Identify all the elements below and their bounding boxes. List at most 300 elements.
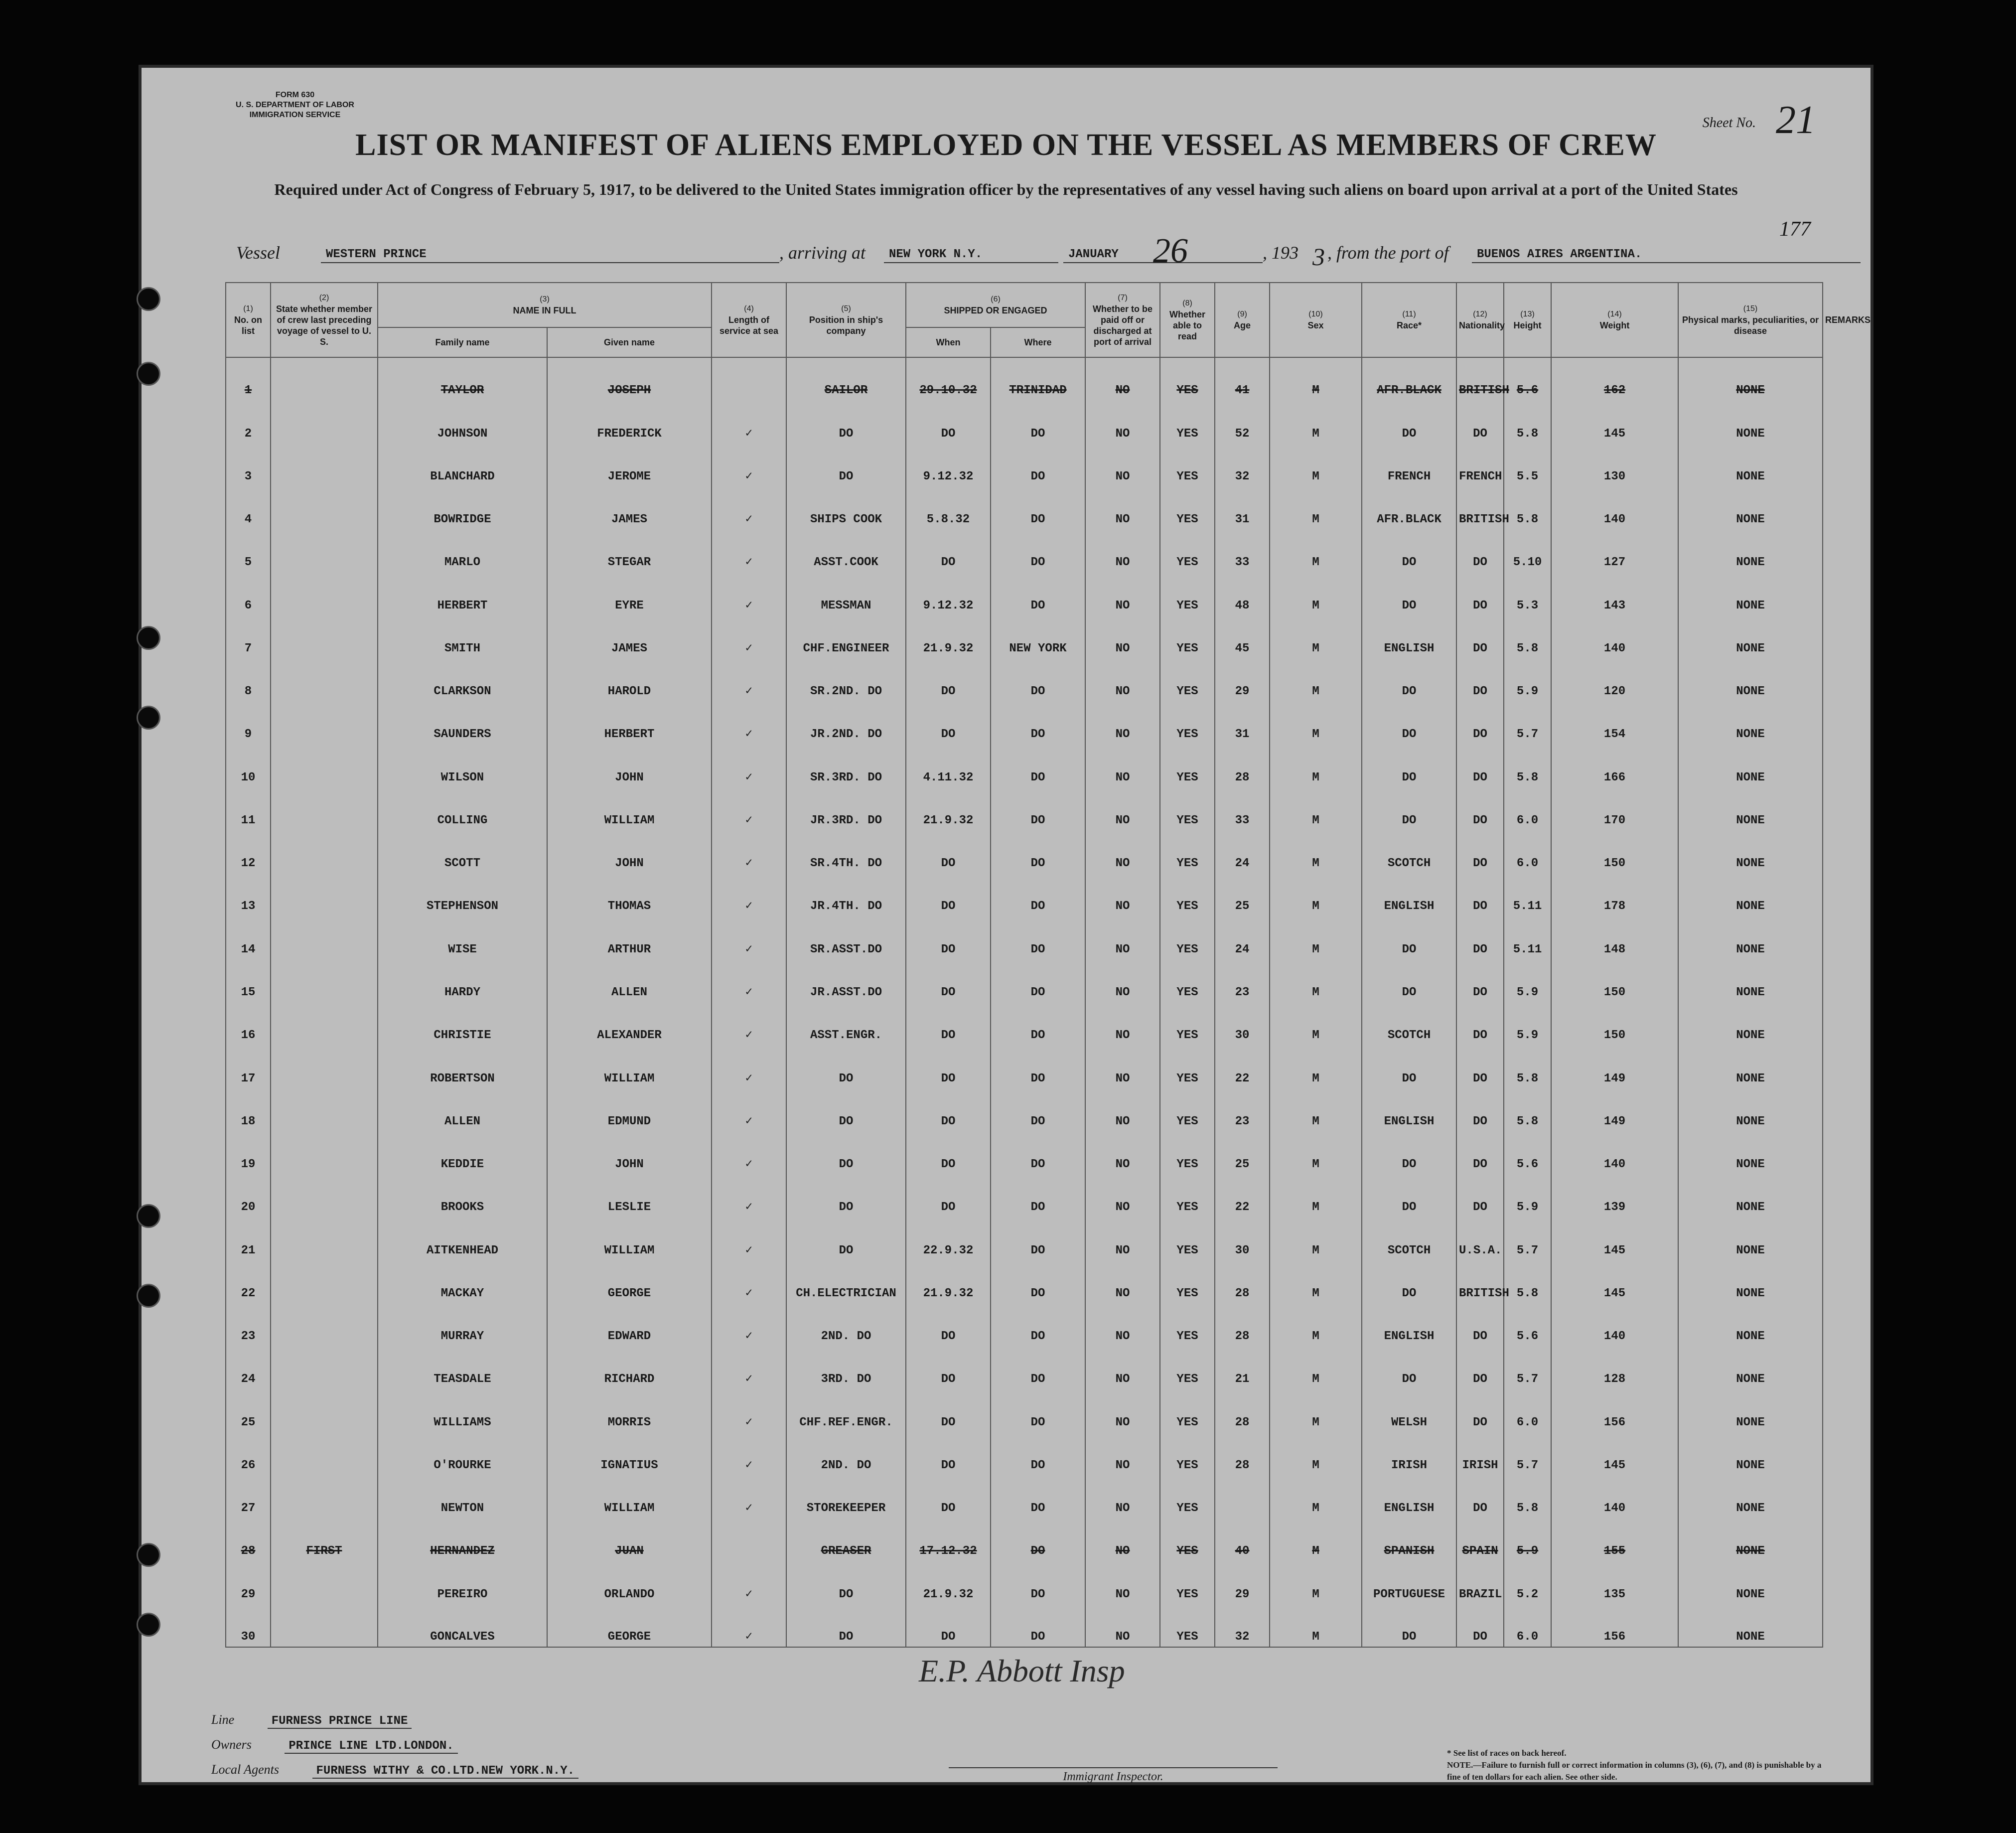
- cell-where: DO: [991, 1217, 1085, 1260]
- cell-previous-voyage: [271, 1217, 378, 1260]
- form-number: FORM 630: [275, 91, 315, 99]
- col-header-given-name: Given name: [547, 327, 712, 357]
- cell-where: DO: [991, 916, 1085, 959]
- cell-nationality: BRAZIL: [1456, 1561, 1504, 1604]
- cell-weight: 145: [1551, 400, 1678, 443]
- department-name: U. S. DEPARTMENT OF LABOR: [236, 101, 354, 109]
- cell-where: DO: [991, 1561, 1085, 1604]
- table-row: [226, 1045, 1823, 1088]
- table-row: [226, 1260, 1823, 1303]
- cell-weight: 150: [1551, 959, 1678, 1002]
- cell-read: YES: [1160, 444, 1215, 486]
- cell-given-name: GEORGE: [547, 1604, 712, 1647]
- cell-position: 2ND. DO: [786, 1303, 906, 1346]
- cell-service-check: ✓: [712, 400, 786, 443]
- cell-nationality: DO: [1456, 1346, 1504, 1389]
- cell-nationality: BRITISH: [1456, 486, 1504, 529]
- cell-family-name: NEWTON: [378, 1475, 547, 1518]
- cell-race: DO: [1362, 1131, 1456, 1174]
- cell-height: 5.9: [1504, 658, 1551, 701]
- cell-sex: M: [1270, 1604, 1362, 1647]
- arrival-port: NEW YORK N.Y.: [884, 248, 1058, 263]
- cell-height: 5.9: [1504, 1002, 1551, 1045]
- cell-service-check: ✓: [712, 701, 786, 744]
- cell-age: 22: [1215, 1045, 1270, 1088]
- cell-when: 9.12.32: [906, 444, 991, 486]
- table-row: [226, 1604, 1823, 1647]
- punch-hole: [137, 287, 160, 311]
- cell-marks: NONE: [1678, 1217, 1823, 1260]
- cell-given-name: ALLEN: [547, 959, 712, 1002]
- cell-family-name: WILSON: [378, 744, 547, 787]
- cell-age: 33: [1215, 529, 1270, 572]
- cell-weight: 155: [1551, 1518, 1678, 1561]
- cell-given-name: THOMAS: [547, 873, 712, 916]
- cell-previous-voyage: [271, 1432, 378, 1475]
- cell-previous-voyage: [271, 1389, 378, 1432]
- col-header-read: (8) Whether able to read: [1160, 283, 1215, 357]
- cell-sex: M: [1270, 529, 1362, 572]
- cell-previous-voyage: [271, 1131, 378, 1174]
- agents-row: [211, 1762, 578, 1778]
- cell-where: DO: [991, 1389, 1085, 1432]
- cell-service-check: [712, 1518, 786, 1561]
- cell-given-name: JUAN: [547, 1518, 712, 1561]
- cell-sex: M: [1270, 444, 1362, 486]
- cell-number: 21: [226, 1217, 271, 1260]
- cell-nationality: DO: [1456, 959, 1504, 1002]
- cell-position: DO: [786, 1131, 906, 1174]
- cell-height: 5.8: [1504, 615, 1551, 658]
- cell-read: YES: [1160, 787, 1215, 830]
- cell-given-name: ARTHUR: [547, 916, 712, 959]
- cell-position: STOREKEEPER: [786, 1475, 906, 1518]
- cell-family-name: CLARKSON: [378, 658, 547, 701]
- col-header-service: (4) Length of service at sea: [712, 283, 786, 357]
- cell-nationality: DO: [1456, 1475, 1504, 1518]
- cell-marks: NONE: [1678, 1045, 1823, 1088]
- col-header-age: (9) Age: [1215, 283, 1270, 357]
- table-row: [226, 1131, 1823, 1174]
- cell-nationality: DO: [1456, 830, 1504, 873]
- cell-race: DO: [1362, 1604, 1456, 1647]
- cell-race: FRENCH: [1362, 444, 1456, 486]
- cell-weight: 139: [1551, 1174, 1678, 1217]
- cell-family-name: BOWRIDGE: [378, 486, 547, 529]
- cell-service-check: ✓: [712, 1260, 786, 1303]
- cell-height: 5.6: [1504, 1303, 1551, 1346]
- cell-weight: 135: [1551, 1561, 1678, 1604]
- cell-read: YES: [1160, 1002, 1215, 1045]
- cell-family-name: GONCALVES: [378, 1604, 547, 1647]
- cell-weight: 150: [1551, 1002, 1678, 1045]
- cell-previous-voyage: [271, 658, 378, 701]
- cell-height: 5.8: [1504, 1260, 1551, 1303]
- cell-previous-voyage: [271, 400, 378, 443]
- cell-when: DO: [906, 1088, 991, 1131]
- cell-position: ASST.ENGR.: [786, 1002, 906, 1045]
- cell-number: 25: [226, 1389, 271, 1432]
- cell-where: DO: [991, 572, 1085, 615]
- cell-age: 28: [1215, 1389, 1270, 1432]
- cell-family-name: WILLIAMS: [378, 1389, 547, 1432]
- cell-family-name: STEPHENSON: [378, 873, 547, 916]
- cell-marks: NONE: [1678, 658, 1823, 701]
- cell-race: PORTUGUESE: [1362, 1561, 1456, 1604]
- cell-weight: 156: [1551, 1604, 1678, 1647]
- cell-age: 28: [1215, 1260, 1270, 1303]
- cell-weight: 140: [1551, 1303, 1678, 1346]
- cell-height: 5.11: [1504, 873, 1551, 916]
- cell-position: DO: [786, 1561, 906, 1604]
- cell-height: 6.0: [1504, 1604, 1551, 1647]
- cell-family-name: MACKAY: [378, 1260, 547, 1303]
- cell-weight: 145: [1551, 1217, 1678, 1260]
- cell-given-name: JAMES: [547, 615, 712, 658]
- cell-where: DO: [991, 873, 1085, 916]
- cell-age: 40: [1215, 1518, 1270, 1561]
- cell-family-name: ALLEN: [378, 1088, 547, 1131]
- cell-previous-voyage: [271, 959, 378, 1002]
- cell-marks: NONE: [1678, 1002, 1823, 1045]
- cell-family-name: HARDY: [378, 959, 547, 1002]
- cell-when: DO: [906, 1389, 991, 1432]
- cell-service-check: ✓: [712, 1131, 786, 1174]
- cell-nationality: U.S.A.: [1456, 1217, 1504, 1260]
- cell-previous-voyage: [271, 916, 378, 959]
- cell-read: YES: [1160, 1260, 1215, 1303]
- cell-paid-off: NO: [1085, 1260, 1160, 1303]
- cell-marks: NONE: [1678, 1518, 1823, 1561]
- cell-service-check: ✓: [712, 615, 786, 658]
- cell-service-check: ✓: [712, 1346, 786, 1389]
- cell-marks: NONE: [1678, 916, 1823, 959]
- cell-number: 15: [226, 959, 271, 1002]
- cell-paid-off: NO: [1085, 916, 1160, 959]
- vessel-line: [236, 232, 1791, 271]
- vessel-name: WESTERN PRINCE: [321, 248, 779, 263]
- cell-when: DO: [906, 701, 991, 744]
- cell-service-check: ✓: [712, 1604, 786, 1647]
- cell-number: 19: [226, 1131, 271, 1174]
- cell-given-name: EDMUND: [547, 1088, 712, 1131]
- cell-number: 9: [226, 701, 271, 744]
- cell-previous-voyage: [271, 744, 378, 787]
- cell-weight: 140: [1551, 615, 1678, 658]
- cell-number: 17: [226, 1045, 271, 1088]
- cell-sex: M: [1270, 1303, 1362, 1346]
- cell-race: DO: [1362, 400, 1456, 443]
- cell-marks: NONE: [1678, 787, 1823, 830]
- col-header-family-name: Family name: [378, 327, 547, 357]
- cell-age: 52: [1215, 400, 1270, 443]
- cell-paid-off: NO: [1085, 357, 1160, 400]
- cell-service-check: ✓: [712, 572, 786, 615]
- cell-paid-off: NO: [1085, 1432, 1160, 1475]
- cell-nationality: SPAIN: [1456, 1518, 1504, 1561]
- cell-height: 6.0: [1504, 830, 1551, 873]
- cell-service-check: ✓: [712, 529, 786, 572]
- cell-marks: NONE: [1678, 1088, 1823, 1131]
- cell-marks: NONE: [1678, 959, 1823, 1002]
- table-row: [226, 1303, 1823, 1346]
- cell-race: SCOTCH: [1362, 830, 1456, 873]
- cell-previous-voyage: [271, 1260, 378, 1303]
- table-row: [226, 529, 1823, 572]
- cell-sex: M: [1270, 1561, 1362, 1604]
- cell-marks: NONE: [1678, 1475, 1823, 1518]
- cell-paid-off: NO: [1085, 400, 1160, 443]
- cell-sex: M: [1270, 916, 1362, 959]
- cell-where: DO: [991, 744, 1085, 787]
- cell-sex: M: [1270, 744, 1362, 787]
- arrival-day: 26: [1153, 232, 1188, 270]
- cell-where: DO: [991, 486, 1085, 529]
- cell-read: YES: [1160, 1518, 1215, 1561]
- cell-service-check: ✓: [712, 1174, 786, 1217]
- cell-given-name: MORRIS: [547, 1389, 712, 1432]
- cell-nationality: IRISH: [1456, 1432, 1504, 1475]
- cell-sex: M: [1270, 572, 1362, 615]
- cell-given-name: ALEXANDER: [547, 1002, 712, 1045]
- cell-weight: 143: [1551, 572, 1678, 615]
- cell-previous-voyage: [271, 1561, 378, 1604]
- cell-number: 24: [226, 1346, 271, 1389]
- cell-read: YES: [1160, 1389, 1215, 1432]
- table-row: [226, 1389, 1823, 1432]
- punch-hole: [137, 1204, 160, 1228]
- table-row: [226, 1088, 1823, 1131]
- cell-race: ENGLISH: [1362, 1088, 1456, 1131]
- cell-marks: NONE: [1678, 1561, 1823, 1604]
- cell-when: DO: [906, 1045, 991, 1088]
- cell-sex: M: [1270, 400, 1362, 443]
- cell-service-check: ✓: [712, 787, 786, 830]
- cell-paid-off: NO: [1085, 787, 1160, 830]
- cell-race: DO: [1362, 529, 1456, 572]
- cell-given-name: FREDERICK: [547, 400, 712, 443]
- cell-family-name: COLLING: [378, 787, 547, 830]
- cell-weight: 149: [1551, 1045, 1678, 1088]
- cell-race: DO: [1362, 1346, 1456, 1389]
- document-subtitle: Required under Act of Congress of February 5, 1917, to be delivered to the United States immigration officer by the representatives of any vessel having such aliens on board upon arrival at a port of the United States: [274, 180, 1738, 198]
- cell-family-name: MARLO: [378, 529, 547, 572]
- cell-family-name: AITKENHEAD: [378, 1217, 547, 1260]
- cell-where: DO: [991, 1131, 1085, 1174]
- cell-nationality: DO: [1456, 787, 1504, 830]
- cell-given-name: GEORGE: [547, 1260, 712, 1303]
- cell-read: YES: [1160, 615, 1215, 658]
- punch-hole: [137, 1284, 160, 1308]
- cell-marks: NONE: [1678, 873, 1823, 916]
- cell-given-name: WILLIAM: [547, 1045, 712, 1088]
- col-header-when: When: [906, 327, 991, 357]
- cell-sex: M: [1270, 486, 1362, 529]
- cell-sex: M: [1270, 830, 1362, 873]
- cell-sex: M: [1270, 1518, 1362, 1561]
- cell-previous-voyage: [271, 1045, 378, 1088]
- crew-table: (1) No. on list (2) State whether member of crew last preceding voyage of vessel to U. S. (3) NAME IN FULL (4) Length of service at sea (5) Position in ship's company (6) SHIPPED OR ENGAGED (7) Whether to be paid off or discharged at port of arrival (8) Whether able to read (9) Age (10) Sex (11) Race* (12) Nationality (13) Height (14) Weight (15) Physical marks, peculiarities, or disease REMARKS Family name Given name When Where 1 TAYLOR JOSEPH SAILOR 29.10.32 TRINIDAD NO YES 41 M AFR.BLACK BRITISH 5.6 162 NONE 2 JOHNSON FREDERICK ✓ DO DO DO NO YES 52 M DO DO 5.8 145 NONE 3 BLANCHARD JEROME ✓ DO 9.12.32 DO NO YES 32 M FRENCH FRENCH 5.5 130 NONE 4 BOWRIDGE JAMES ✓ SHIPS COOK 5.8.32 DO NO YES 31 M AFR.BLACK BRITISH 5.8 140 NONE 5 MARLO STEGAR ✓ ASST.COOK DO DO NO YES 33 M DO DO 5.10 127 NONE 6 HERBERT EYRE ✓ MESSMAN 9.12.32 DO NO YES 48 M DO DO 5.3 143 NONE 7 SMITH JAMES ✓ CHF.ENGINEER 21.9.32 NEW YORK NO YES 45 M ENGLISH DO 5.8 140 NONE 8 CLARKSON HAROLD ✓ SR.2ND. DO DO DO NO YES 29 M DO DO 5.9 120 NONE 9 SAUNDERS HERBERT ✓ JR.2ND. DO DO DO NO YES 31 M DO DO 5.7 154 NONE 10 WILSON JOHN ✓ SR.3RD. DO 4.11.32 DO NO YES 28 M DO DO 5.8 166 NONE 11 COLLING WILLIAM ✓ JR.3RD. DO 21.9.32 DO NO YES 33 M DO DO 6.0 170 NONE 12 SCOTT JOHN ✓ SR.4TH. DO DO DO NO YES 24 M SCOTCH DO 6.0 150 NONE 13 STEPHENSON THOMAS ✓ JR.4TH. DO DO DO NO YES 25 M ENGLISH DO 5.11 178 NONE 14 WISE ARTHUR ✓ SR.ASST.DO DO DO NO YES 24 M DO DO 5.11 148 NONE 15 HARDY ALLEN ✓ JR.ASST.DO DO DO NO YES 23 M DO DO 5.9 150 NONE 16 CHRISTIE ALEXANDER ✓ ASST.ENGR. DO DO NO YES 30 M SCOTCH DO 5.9 150 NONE 17 ROBERTSON WILLIAM ✓ DO DO DO NO YES 22 M DO DO 5.8 149 NONE 18 ALLEN EDMUND ✓ DO DO DO NO YES 23 M ENGLISH DO 5.8 149 NONE 19 KEDDIE JOHN ✓ DO DO DO NO YES 25 M DO DO 5.6 140 NONE 20 BROOKS LESLIE ✓ DO DO DO NO YES 22 M DO DO 5.9 139 NONE 21 AITKENHEAD WILLIAM ✓ DO 22.9.32 DO NO YES 30 M SCOTCH U.S.A. 5.7 145 NONE 22 MACKAY GEORGE ✓ CH.ELECTRICIAN 21.9.32 DO NO YES 28 M DO BRITISH 5.8 145 NONE 23 MURRAY EDWARD ✓ 2ND. DO DO DO NO YES 28 M ENGLISH DO 5.6 140 NONE 24 TEASDALE RICHARD ✓ 3RD. DO DO DO NO YES 21 M DO DO 5.7 128 NONE 25 WILLIAMS MORRIS ✓ CHF.REF.ENGR. DO DO NO YES 28 M WELSH DO 6.0 156 NONE 26 O'ROURKE IGNATIUS ✓ 2ND. DO DO DO NO YES 28 M IRISH IRISH 5.7 145 NONE 27 NEWTON WILLIAM ✓ STOREKEEPER DO DO NO YES M ENGLISH DO 5.8 140 NONE 28 FIRST HERNANDEZ JUAN GREASER 17.12.32 DO NO YES 40 M SPANISH SPAIN 5.9 155 NONE 29 PEREIRO ORLANDO ✓ DO 21.9.32 DO NO YES 29 M PORTUGUESE BRAZIL 5.2 135 NONE 30 GONCALVES GEORGE ✓ DO DO DO NO YES 32 M DO DO 6.0 156 NONE: [225, 282, 1823, 1648]
- col-header-position: (5) Position in ship's company: [786, 283, 906, 357]
- cell-previous-voyage: [271, 1604, 378, 1647]
- line-value: FURNESS PRINCE LINE: [268, 1714, 412, 1729]
- cell-age: 32: [1215, 444, 1270, 486]
- owners-label: Owners: [211, 1737, 252, 1752]
- cell-previous-voyage: [271, 1475, 378, 1518]
- cell-weight: 128: [1551, 1346, 1678, 1389]
- cell-service-check: ✓: [712, 658, 786, 701]
- cell-marks: NONE: [1678, 486, 1823, 529]
- cell-weight: 145: [1551, 1432, 1678, 1475]
- cell-number: 13: [226, 873, 271, 916]
- cell-family-name: JOHNSON: [378, 400, 547, 443]
- cell-previous-voyage: [271, 486, 378, 529]
- cell-read: YES: [1160, 1604, 1215, 1647]
- cell-position: JR.2ND. DO: [786, 701, 906, 744]
- cell-family-name: CHRISTIE: [378, 1002, 547, 1045]
- cell-marks: NONE: [1678, 1260, 1823, 1303]
- cell-when: 9.12.32: [906, 572, 991, 615]
- cell-nationality: FRENCH: [1456, 444, 1504, 486]
- cell-previous-voyage: [271, 1346, 378, 1389]
- cell-where: DO: [991, 959, 1085, 1002]
- cell-read: YES: [1160, 1432, 1215, 1475]
- cell-nationality: DO: [1456, 615, 1504, 658]
- cell-race: AFR.BLACK: [1362, 357, 1456, 400]
- cell-nationality: DO: [1456, 873, 1504, 916]
- cell-service-check: ✓: [712, 486, 786, 529]
- cell-sex: M: [1270, 787, 1362, 830]
- cell-given-name: IGNATIUS: [547, 1432, 712, 1475]
- cell-previous-voyage: [271, 357, 378, 400]
- cell-read: YES: [1160, 529, 1215, 572]
- cell-age: 45: [1215, 615, 1270, 658]
- cell-sex: M: [1270, 1002, 1362, 1045]
- cell-race: IRISH: [1362, 1432, 1456, 1475]
- cell-paid-off: NO: [1085, 1303, 1160, 1346]
- cell-service-check: ✓: [712, 444, 786, 486]
- cell-weight: 166: [1551, 744, 1678, 787]
- table-row: [226, 615, 1823, 658]
- cell-read: YES: [1160, 486, 1215, 529]
- cell-where: DO: [991, 400, 1085, 443]
- cell-age: 30: [1215, 1002, 1270, 1045]
- cell-paid-off: NO: [1085, 1475, 1160, 1518]
- cell-read: YES: [1160, 959, 1215, 1002]
- cell-position: DO: [786, 1604, 906, 1647]
- cell-given-name: RICHARD: [547, 1346, 712, 1389]
- cell-nationality: DO: [1456, 572, 1504, 615]
- table-row: [226, 1002, 1823, 1045]
- col-header-sex: (10) Sex: [1270, 283, 1362, 357]
- cell-given-name: JOHN: [547, 744, 712, 787]
- cell-sex: M: [1270, 1432, 1362, 1475]
- cell-read: YES: [1160, 701, 1215, 744]
- table-row: [226, 1561, 1823, 1604]
- col-header-marks: (15) Physical marks, peculiarities, or disease: [1678, 283, 1823, 357]
- cell-paid-off: NO: [1085, 744, 1160, 787]
- cell-family-name: SCOTT: [378, 830, 547, 873]
- cell-given-name: STEGAR: [547, 529, 712, 572]
- cell-nationality: DO: [1456, 1389, 1504, 1432]
- cell-read: YES: [1160, 1174, 1215, 1217]
- cell-marks: NONE: [1678, 400, 1823, 443]
- table-row: [226, 1174, 1823, 1217]
- cell-nationality: DO: [1456, 701, 1504, 744]
- cell-nationality: DO: [1456, 529, 1504, 572]
- cell-weight: 148: [1551, 916, 1678, 959]
- table-row: [226, 486, 1823, 529]
- line-row: [211, 1712, 412, 1728]
- cell-where: DO: [991, 1346, 1085, 1389]
- cell-paid-off: NO: [1085, 1131, 1160, 1174]
- cell-read: YES: [1160, 400, 1215, 443]
- cell-previous-voyage: [271, 1303, 378, 1346]
- cell-marks: NONE: [1678, 572, 1823, 615]
- cell-given-name: WILLIAM: [547, 1217, 712, 1260]
- cell-family-name: HERBERT: [378, 572, 547, 615]
- cell-when: 21.9.32: [906, 1260, 991, 1303]
- line-label: Line: [211, 1712, 235, 1727]
- cell-number: 14: [226, 916, 271, 959]
- cell-when: DO: [906, 658, 991, 701]
- table-row: [226, 444, 1823, 486]
- cell-given-name: JEROME: [547, 444, 712, 486]
- table-row: [226, 572, 1823, 615]
- cell-number: 3: [226, 444, 271, 486]
- cell-height: 5.9: [1504, 1518, 1551, 1561]
- cell-given-name: EYRE: [547, 572, 712, 615]
- cell-where: DO: [991, 1174, 1085, 1217]
- cell-when: 4.11.32: [906, 744, 991, 787]
- cell-weight: 127: [1551, 529, 1678, 572]
- cell-previous-voyage: [271, 1174, 378, 1217]
- cell-position: CHF.REF.ENGR.: [786, 1389, 906, 1432]
- cell-position: JR.3RD. DO: [786, 787, 906, 830]
- cell-when: 17.12.32: [906, 1518, 991, 1561]
- cell-previous-voyage: [271, 1002, 378, 1045]
- cell-marks: NONE: [1678, 1174, 1823, 1217]
- cell-marks: NONE: [1678, 1346, 1823, 1389]
- cell-marks: NONE: [1678, 444, 1823, 486]
- cell-paid-off: NO: [1085, 1002, 1160, 1045]
- cell-height: 5.11: [1504, 916, 1551, 959]
- cell-race: DO: [1362, 1174, 1456, 1217]
- cell-marks: NONE: [1678, 830, 1823, 873]
- cell-paid-off: NO: [1085, 486, 1160, 529]
- cell-age: 31: [1215, 486, 1270, 529]
- cell-paid-off: NO: [1085, 701, 1160, 744]
- arriving-label: , arriving at: [779, 243, 866, 263]
- table-row: [226, 787, 1823, 830]
- cell-weight: 162: [1551, 357, 1678, 400]
- cell-sex: M: [1270, 1260, 1362, 1303]
- cell-family-name: WISE: [378, 916, 547, 959]
- cell-race: DO: [1362, 572, 1456, 615]
- cell-paid-off: NO: [1085, 873, 1160, 916]
- cell-previous-voyage: [271, 830, 378, 873]
- cell-age: 41: [1215, 357, 1270, 400]
- cell-previous-voyage: [271, 701, 378, 744]
- cell-number: 5: [226, 529, 271, 572]
- cell-race: DO: [1362, 959, 1456, 1002]
- table-row: [226, 1217, 1823, 1260]
- cell-position: DO: [786, 1045, 906, 1088]
- cell-marks: NONE: [1678, 1432, 1823, 1475]
- punch-hole: [137, 1543, 160, 1567]
- cell-sex: M: [1270, 1174, 1362, 1217]
- agents-value: FURNESS WITHY & CO.LTD.NEW YORK.N.Y.: [312, 1764, 578, 1779]
